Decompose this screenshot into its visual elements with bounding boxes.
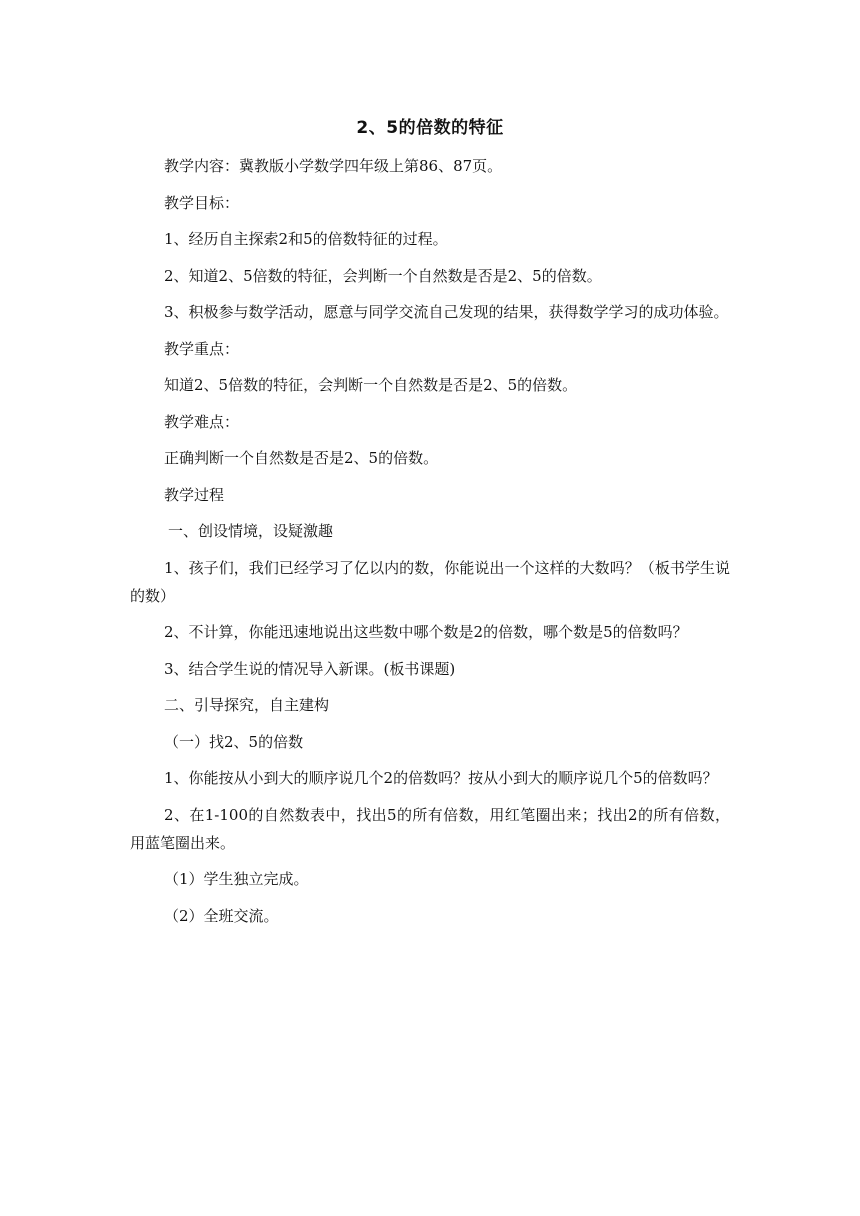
process-heading: 教学过程 xyxy=(164,485,225,504)
difficulties-heading: 教学难点： xyxy=(164,412,240,431)
key-points-text: 知道2、5倍数的特征，会判断一个自然数是否是2、5的倍数。 xyxy=(164,376,578,394)
step-1-3: 3、结合学生说的情况导入新课。(板书课题) xyxy=(164,659,456,678)
section-1-heading: 一、创设情境，设疑激趣 xyxy=(168,522,334,540)
subsection-1-heading: （一）找2、5的倍数 xyxy=(164,732,304,751)
step-2-1: 1、你能按从小到大的顺序说几个2的倍数吗？按从小到大的顺序说几个5的倍数吗？ xyxy=(164,769,718,787)
objective-2: 2、知道2、5倍数的特征，会判断一个自然数是否是2、5的倍数。 xyxy=(164,266,602,285)
objectives-heading: 教学目标： xyxy=(164,193,240,212)
substep-2: （2）全班交流。 xyxy=(164,906,279,925)
objective-1: 1、经历自主探索2和5的倍数特征的过程。 xyxy=(164,230,448,248)
substep-1: （1）学生独立完成。 xyxy=(164,870,309,888)
step-1-1: 1、孩子们，我们已经学习了亿以内的数，你能说出一个这样的大数吗？（板书学生说的数） xyxy=(130,558,730,605)
document-title: 2、5的倍数的特征 xyxy=(356,118,504,138)
objective-3: 3、积极参与数学活动，愿意与同学交流自己发现的结果，获得数学学习的成功体验。 xyxy=(164,303,729,321)
section-2-heading: 二、引导探究，自主建构 xyxy=(164,696,330,714)
step-1-2: 2、不计算，你能迅速地说出这些数中哪个数是2的倍数，哪个数是5的倍数吗？ xyxy=(164,623,688,641)
key-points-heading: 教学重点： xyxy=(164,339,240,358)
difficulties-text: 正确判断一个自然数是否是2、5的倍数。 xyxy=(164,449,439,467)
teaching-content: 教学内容：冀教版小学数学四年级上第86、87页。 xyxy=(164,157,503,175)
step-2-2: 2、在1-100的自然数表中，找出5的所有倍数，用红笔圈出来；找出2的所有倍数，用蓝笔圈出来。 xyxy=(130,805,730,852)
document-body xyxy=(130,152,730,938)
